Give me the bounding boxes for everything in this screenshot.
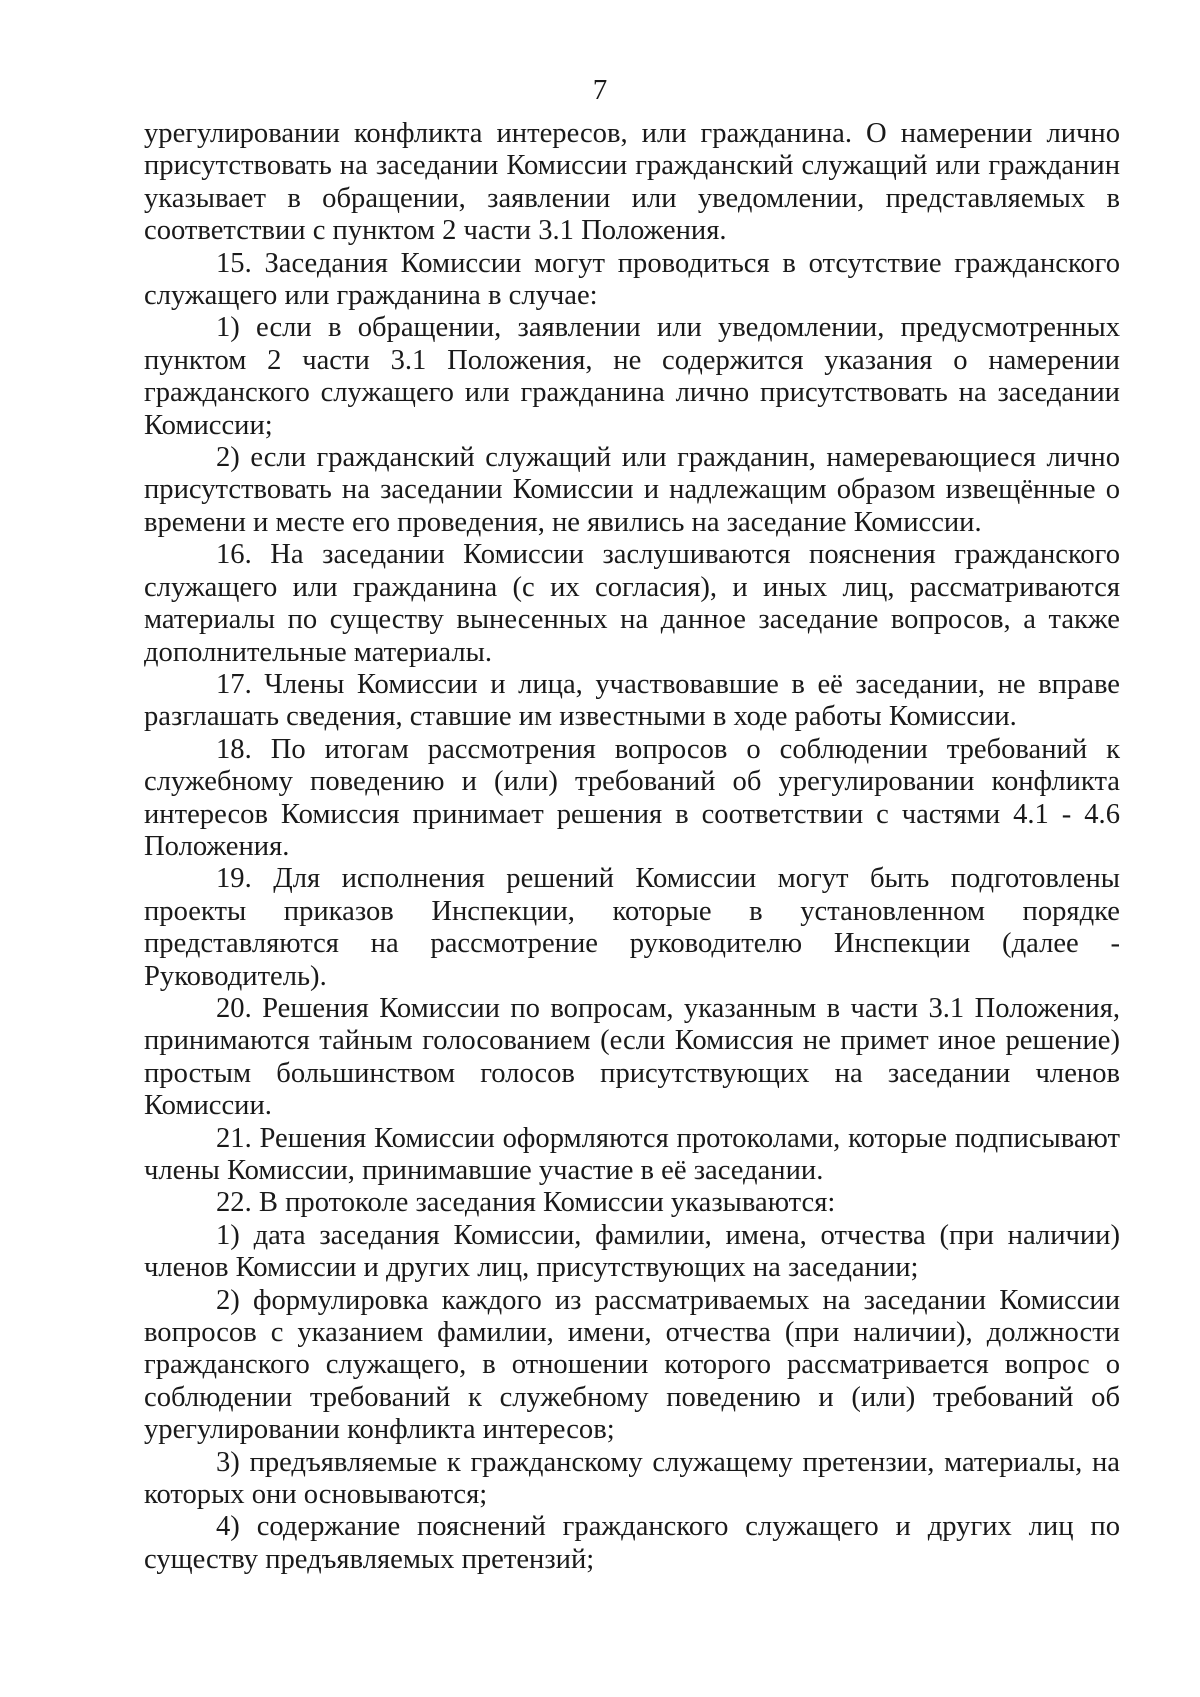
paragraph-item-22-1: 1) дата заседания Комиссии, фамилии, имена, отчества (при наличии) членов Комиссии и других лиц, присутствующих на заседании; (144, 1219, 1120, 1284)
paragraph-item-22-2: 2) формулировка каждого из рассматриваемых на заседании Комиссии вопросов с указанием фамилии, имени, отчества (при наличии), должности гражданского служащего, в отношении которого рассматривается вопрос о соблюдении требований к служебному поведению и (или) требований об урегулировании конфликта интересов; (144, 1284, 1120, 1446)
paragraph-item-15-1: 1) если в обращении, заявлении или уведомлении, предусмотренных пунктом 2 части 3.1 Положения, не содержится указания о намерении гражданского служащего или гражданина лично присутствовать на заседании Комиссии; (144, 312, 1120, 441)
paragraph-item-15: 15. Заседания Комиссии могут проводиться в отсутствие гражданского служащего или гражданина в случае: (144, 247, 1120, 312)
paragraph-item-22: 22. В протоколе заседания Комиссии указываются: (216, 1187, 836, 1219)
paragraph-item-19: 19. Для исполнения решений Комиссии могут быть подготовлены проекты приказов Инспекции, которые в установленном порядке представляются на рассмотрение руководителю Инспекции (далее - Руководитель). (144, 863, 1120, 992)
paragraph-item-16: 16. На заседании Комиссии заслушиваются пояснения гражданского служащего или гражданина (с их согласия), и иных лиц, рассматриваются материалы по существу вынесенных на данное заседание вопросов, а также дополнительные материалы. (144, 539, 1120, 668)
paragraph-item-18: 18. По итогам рассмотрения вопросов о соблюдении требований к служебному поведению и (или) требований об урегулировании конфликта интересов Комиссия принимает решения в соответствии с частями 4.1 - 4.6 Положения. (144, 733, 1120, 862)
document-body (144, 118, 1120, 1576)
page-number: 7 (592, 74, 608, 106)
paragraph-item-17: 17. Члены Комиссии и лица, участвовавшие в её заседании, не вправе разглашать сведения, ставшие им известными в ходе работы Комиссии. (144, 668, 1120, 733)
paragraph-continuation: урегулировании конфликта интересов, или гражданина. О намерении лично присутствовать на заседании Комиссии гражданский служащий или гражданин указывает в обращении, заявлении или уведомлении, представляемых в соответствии с пунктом 2 части 3.1 Положения. (144, 118, 1120, 247)
paragraph-item-20: 20. Решения Комиссии по вопросам, указанным в части 3.1 Положения, принимаются тайным голосованием (если Комиссия не примет иное решение) простым большинством голосов присутствующих на заседании членов Комиссии. (144, 992, 1120, 1122)
paragraph-item-22-4: 4) содержание пояснений гражданского служащего и других лиц по существу предъявляемых претензий; (144, 1511, 1120, 1575)
paragraph-item-22-3: 3) предъявляемые к гражданскому служащему претензии, материалы, на которых они основываются; (144, 1446, 1120, 1511)
paragraph-item-15-2: 2) если гражданский служащий или гражданин, намеревающиеся лично присутствовать на заседании Комиссии и надлежащим образом извещённые о времени и месте его проведения, не явились на заседание Комиссии. (144, 442, 1120, 538)
paragraph-item-21: 21. Решения Комиссии оформляются протоколами, которые подписывают члены Комиссии, принимавшие участие в её заседании. (144, 1122, 1120, 1186)
